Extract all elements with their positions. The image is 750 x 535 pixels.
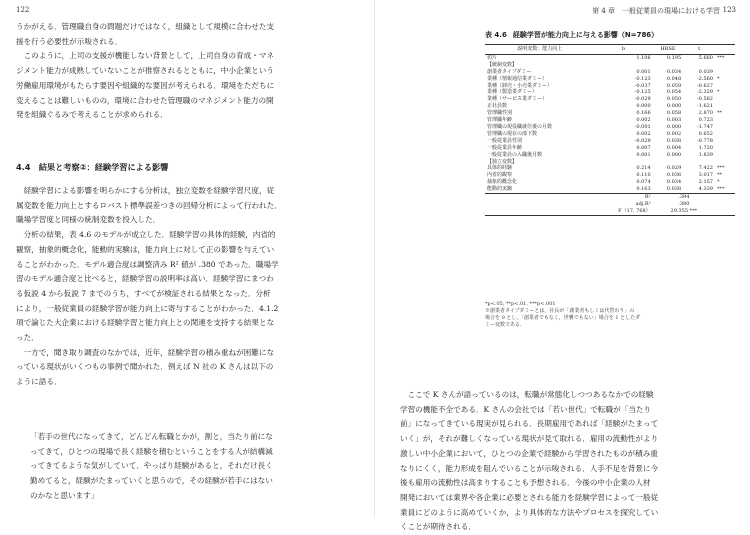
text-line: 「若手の世代になってきて，どんどん転職とかが，割と，当たり前にな (30, 432, 273, 441)
cell-sig (715, 124, 735, 131)
table-group-row (485, 62, 735, 69)
table-row (485, 110, 735, 117)
paragraph (16, 346, 349, 390)
cell-variable: 創業者タイプダミー (487, 68, 532, 75)
table-row (485, 54, 735, 61)
header-t: t (683, 45, 715, 55)
table-body (485, 54, 735, 215)
table-row (485, 131, 735, 138)
cell-sig (715, 69, 735, 76)
cell-t: -1.747 (696, 123, 713, 130)
cell-b: 0.000 (636, 103, 651, 110)
cell-variable: 一般従業員の入職後月数 (487, 151, 543, 158)
cell-sig: ** (717, 110, 722, 117)
cell-t: 3.017 (698, 172, 713, 179)
text-line: うかがえる．管理職自身の問題だけではなく，組織として規模に合わせた支 (16, 22, 275, 31)
cell-variable: 具体的経験 (487, 165, 513, 172)
paragraph (16, 20, 349, 49)
cell-sig: *** (715, 54, 735, 61)
cell-variable: 管理職の現役職就任後の月数 (487, 123, 553, 130)
table-label: 表 4.6 (485, 31, 507, 39)
text-line: 項で論じた大企業における経験学習と能力向上との関連を支持する結果とな (16, 318, 275, 328)
text-line: なりにくく，能力形成を阻んでいることが示唆される．人手不足を背景に今 (400, 463, 659, 473)
cell-b: 0.074 (636, 179, 651, 186)
table-row (485, 117, 735, 124)
cell-hrse: 0.058 (666, 110, 682, 117)
cell-b (595, 62, 653, 69)
text-block-3 (400, 388, 735, 535)
cell-b: 0.001 (636, 151, 651, 158)
text-line: ジメント能力が成熟していないことが推察されるとともに，中小企業という (16, 66, 274, 76)
note-line: ミー変数である． (485, 322, 526, 328)
text-line: 学習の機能不全である．K さんの会社では「若い世代」で転職が「当たり (400, 404, 652, 414)
text-block-1 (16, 20, 349, 123)
text-line: のかなと思います」 (30, 490, 99, 500)
cell-hrse: 0.034 (666, 68, 682, 75)
cell-t: 2.157 (698, 179, 713, 186)
cell-t: 2.870 (698, 110, 713, 117)
cell-sig (715, 131, 735, 138)
text-line: ように語る． (16, 377, 62, 387)
text-line: ってきて，ひとつの現場で長く経験を積むということをする人が結構減 (30, 446, 273, 456)
cell-hrse: 0.003 (666, 117, 682, 124)
cell-variable: 内省的観察 (487, 172, 513, 179)
cell-t: 5.660 (683, 54, 715, 61)
cell-variable: 業種（サービス業ダミー） (487, 96, 548, 103)
section-heading: 4.4 結果と考察②：経験学習による影響 (16, 162, 169, 172)
text-line: 勤めてると，経験がたまっていくと思うので，その経験が若手にはない (30, 476, 273, 486)
cell-b: -0.123 (634, 75, 651, 82)
text-line: 開発においては業界や各企業に必要とされる能力を経験学習によって一般従 (400, 492, 659, 502)
paragraph (16, 228, 349, 346)
table-stat-row (485, 194, 735, 201)
table-notes (485, 301, 735, 329)
text-line: いく」が，それが難しくなっている現状が見て取れる．雇用の流動性がより (400, 434, 659, 444)
cell-sig (715, 145, 735, 152)
cell-b: 0.166 (636, 110, 651, 117)
cell-variable: 切片 (485, 54, 595, 61)
cell-variable: 一般従業員年齢 (487, 144, 523, 151)
running-head: 第 4 章 一般従業員の現場における学習 (592, 7, 720, 15)
cell-b: 0.163 (595, 186, 653, 193)
stat-label: R² (644, 194, 651, 201)
text-line: 労働雇用環境がもたらす要因や組織的な要因が考えられる．環境をただちに (16, 80, 275, 90)
cell-t (683, 159, 715, 166)
text-line: ることがわかった．モデル適合度は調整済み R² 値が .380 であった．職場学 (16, 259, 279, 269)
cell-sig (715, 159, 735, 166)
cell-t: -0.627 (696, 82, 713, 89)
text-line: 前」になってきている現実が見られる．長期雇用であれば「経験がたまって (400, 419, 659, 429)
stat-value: .394 (678, 194, 690, 201)
text-line: 属変数を能力向上とするロバスト標準誤差つきの回帰分析によって行われた． (16, 200, 282, 210)
cell-variable: 抽象的概念化 (487, 179, 518, 186)
table-stat-row (485, 208, 735, 215)
text-line: 経験学習による影響を明らかにする分析は，独立変数を経験学習尺度，従 (23, 186, 275, 195)
table-row (485, 96, 735, 103)
cell-sig: *** (715, 186, 735, 193)
cell-sig: * (717, 179, 720, 186)
cell-b: 0.007 (636, 144, 651, 151)
text-line: 援を行う必要性が示唆される． (16, 36, 123, 46)
page-number: 123 (722, 6, 736, 14)
table-header-row (485, 45, 735, 55)
cell-hrse: 0.054 (666, 89, 682, 96)
cell-hrse: 0.059 (666, 82, 682, 89)
text-line: 分析の結果，表 4.6 のモデルが成立した．経験学習の具体的経験，内省的 (23, 230, 276, 240)
text-block-2 (16, 184, 349, 390)
cell-t: 7.422 (698, 165, 713, 172)
cell-b: 0.002 (636, 117, 651, 124)
cell-variable: 正社員数 (487, 103, 508, 110)
text-line: 発を組織ぐるみで考えることが求められる． (16, 110, 168, 120)
stat-label: F（17, 768） (595, 208, 653, 215)
cell-t: 0.039 (698, 68, 713, 75)
cell-variable: 管理職年齢 (487, 117, 513, 124)
cell-variable: 【統制変数】 (487, 61, 518, 68)
cell-b: 0.214 (636, 165, 651, 172)
cell-variable: 一般従業員性別 (487, 137, 523, 144)
cell-hrse: 0.050 (666, 96, 682, 103)
text-line: ここで K さんが語っているのは，転職が常態化しつつあるなかでの経験 (407, 390, 654, 399)
cell-sig: * (717, 75, 720, 82)
cell-hrse: 0.036 (666, 172, 682, 179)
cell-sig (715, 83, 735, 90)
cell-spacer (715, 208, 735, 215)
text-line: くことが期待される． (400, 522, 476, 532)
regression-table (485, 44, 735, 216)
cell-hrse: 0.000 (666, 103, 682, 110)
cell-hrse: 0.000 (666, 123, 682, 130)
text-line: 後も雇用の流動性は高まりすることも予想される．今後の中小企業の人材 (400, 478, 651, 488)
cell-t: 4.339 (683, 186, 715, 193)
cell-spacer (715, 201, 735, 208)
text-line: っている現状がいくつもの事例で聞かれた．例えば N 社の K さんは以下の (16, 362, 274, 372)
cell-hrse: 0.029 (666, 165, 682, 172)
table-row (485, 145, 735, 152)
paragraph (400, 388, 735, 535)
cell-hrse (653, 159, 684, 166)
table-row (485, 152, 735, 159)
text-line: 一方で，聞き取り調査のなかでは，近年，経験学習の積み重ねが困難にな (23, 347, 275, 357)
cell-hrse: 0.195 (653, 54, 684, 61)
cell-b: -0.029 (634, 96, 651, 103)
text-line: 職場学習度と同様の統制変数を投入した． (16, 215, 161, 225)
cell-t: 0.723 (698, 117, 713, 124)
text-line: 観察，抽象的概念化，能動的実験は，能力向上に対して正の影響を与えてい (16, 244, 275, 254)
cell-b: 1.106 (595, 54, 653, 61)
cell-spacer (715, 194, 735, 201)
stat-value: .380 (678, 200, 690, 207)
cell-b: -0.125 (634, 89, 651, 96)
cell-hrse: 0.000 (666, 151, 682, 158)
cell-t: 0.652 (698, 130, 713, 137)
cell-b: -0.029 (634, 137, 651, 144)
cell-hrse: 0.048 (666, 75, 682, 82)
cell-sig: *** (717, 165, 725, 172)
note-line: ※創業者タイプダミーとは，社長が「創業者もしくは代替わり」の (485, 308, 635, 314)
text-line: る仮説 4 から仮説 7 までのうち，すべてが検証される結果となった．分析 (16, 288, 271, 298)
cell-variable: 業種（卸売・小売業ダミー） (487, 82, 553, 89)
cell-t: -1.621 (696, 103, 713, 110)
cell-sig (715, 138, 735, 145)
text-line: このように，上司の支援が機能しない背景として，上司自身の育成・マネ (23, 51, 275, 61)
table-group-row (485, 159, 735, 166)
cell-b: -0.001 (634, 123, 651, 130)
table-row (485, 179, 735, 186)
cell-variable: 【独立変数】 (487, 158, 518, 165)
cell-sig (715, 62, 735, 69)
cell-hrse: 0.038 (653, 186, 684, 193)
table-row (485, 76, 735, 83)
table-row (485, 138, 735, 145)
cell-variable: 能動的実験 (485, 186, 595, 193)
page-number: 122 (16, 6, 30, 14)
table-row (485, 69, 735, 76)
cell-t: 1.839 (698, 151, 713, 158)
cell-variable: 管理職性別 (487, 110, 513, 117)
table-row (485, 165, 735, 172)
cell-t: -2.560 (696, 75, 713, 82)
text-line: 習のモデル適合度と比べると，経験学習の説明率は高い．経験学習にまつわ (16, 274, 274, 284)
paragraph (16, 184, 349, 228)
cell-b: -0.037 (634, 82, 651, 89)
text-line: 変えることは難しいものの，環境に合わせた管理職のマネジメント能力の開 (16, 95, 274, 105)
cell-t: -2.329 (696, 89, 713, 96)
note-line: 場合を 0 とし，「創業者でもなく，世襲でもない」場合を 1 としたダ (485, 315, 641, 321)
cell-sig: * (717, 89, 720, 96)
cell-hrse (653, 62, 684, 69)
paragraph (16, 49, 349, 123)
cell-spacer (485, 208, 595, 215)
cell-variable: 管理職の現在の部下数 (487, 130, 538, 137)
cell-variable: 業種（製造業ダミー） (487, 89, 538, 96)
cell-t: 1.720 (698, 144, 713, 151)
paragraph (30, 430, 348, 504)
text-line: った． (16, 333, 39, 343)
cell-b: 0.002 (636, 130, 651, 137)
cell-t (683, 62, 715, 69)
cell-sig (715, 103, 735, 110)
cell-spacer (485, 201, 595, 208)
table-row (485, 172, 735, 179)
interview-quote (30, 430, 348, 504)
cell-sig (715, 96, 735, 103)
cell-b (595, 159, 653, 166)
cell-spacer (485, 194, 595, 201)
table-row (485, 103, 735, 110)
cell-sig: ** (717, 172, 722, 179)
table-title: 経験学習が能力向上に与える影響（N=786） (512, 31, 659, 39)
text-line: ってきてるような気がしていて．やっぱり経験があると，それだけ長く (30, 461, 273, 471)
cell-hrse: 0.004 (666, 144, 682, 151)
stat-value: 29.355 *** (653, 208, 715, 215)
stat-label: adj.R² (635, 200, 651, 207)
table-row (485, 186, 735, 193)
cell-sig (715, 152, 735, 159)
cell-t: -0.582 (696, 96, 713, 103)
text-line: により，一般従業員の経験学習が能力向上に寄与することがわかった．4.1.2 (16, 303, 279, 313)
table-caption (485, 30, 658, 40)
header-sig (715, 45, 735, 55)
cell-hrse: 0.038 (666, 137, 682, 144)
cell-hrse: 0.034 (666, 179, 682, 186)
cell-sig (715, 117, 735, 124)
cell-b: 0.110 (636, 172, 651, 179)
cell-t: -0.778 (696, 137, 713, 144)
header-b: b (595, 45, 653, 55)
note-line: *p<.05, **p<.01, ***p<.001 (485, 301, 556, 307)
cell-b: 0.001 (636, 68, 651, 75)
left-page (0, 0, 375, 517)
table-stat-row (485, 201, 735, 208)
header-variable: 説明変数：能力向上 (485, 45, 595, 55)
cell-hrse: 0.002 (666, 130, 682, 137)
text-line: 激しい中小企業において，ひとつの企業で経験から学習されたものが積み重 (400, 448, 658, 458)
header-hrse: HRSE (653, 45, 684, 55)
table-row (485, 124, 735, 131)
cell-variable: 業種（情報通信業ダミー） (487, 75, 548, 82)
text-line: 業員にどのように高めていくか，より具体的な方法やプロセスを探究してい (400, 507, 659, 517)
